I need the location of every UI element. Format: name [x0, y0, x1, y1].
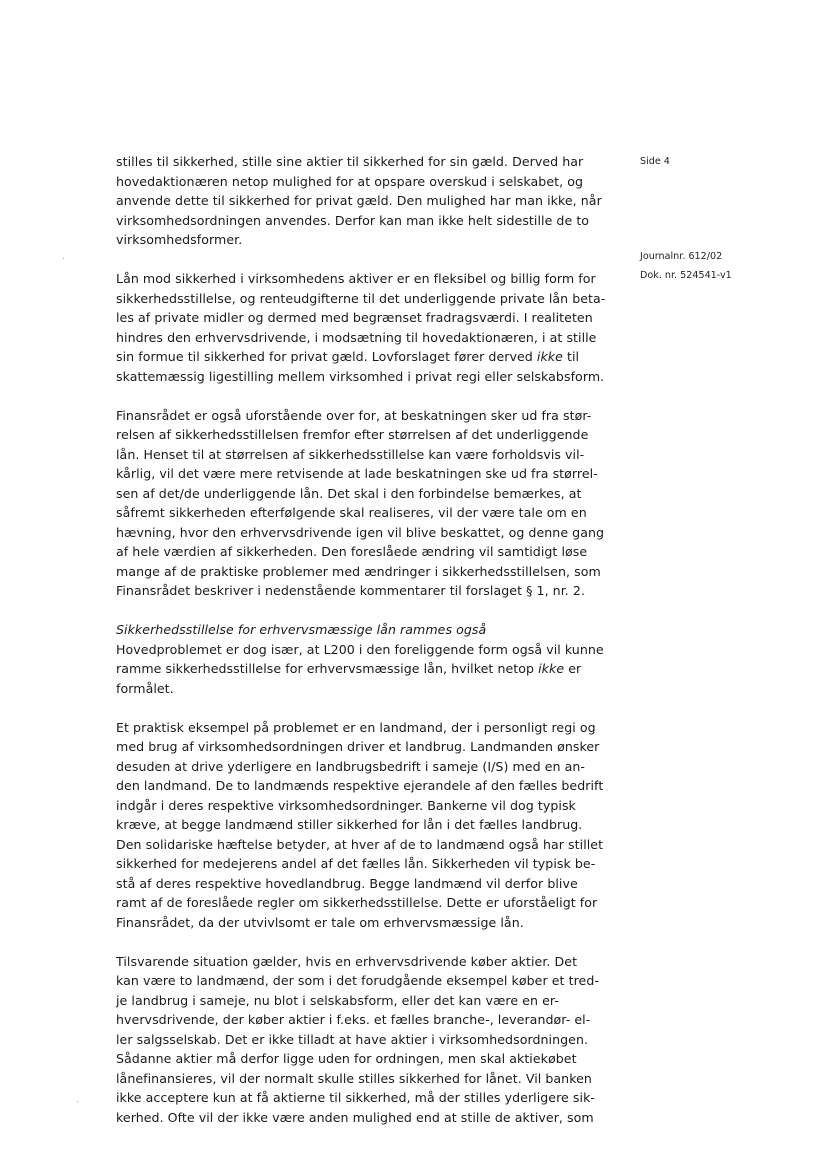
paragraph: [116, 269, 606, 386]
text-run: kårlig, vil det være mere retvisende at lade beskatningen ske ud fra størrel-: [116, 466, 598, 481]
text-line: [116, 1108, 602, 1128]
text-line: [116, 835, 602, 855]
text-run: til: [562, 349, 580, 364]
text-run: Hovedproblemet er dog især, at L200 i den foreliggende form også vil kunne: [116, 641, 604, 657]
text-run: hævning, hvor den erhvervsdrivende igen vil blive beskattet, og denne gang: [116, 524, 605, 540]
text-line: [116, 659, 602, 679]
text-run: Den solidariske hæftelse betyder, at hver af de to landmænd også har stillet: [116, 836, 604, 852]
text-run: sen af det/de underliggende lån. Det skal i den forbindelse bemærkes, at: [116, 485, 582, 501]
text-line: [116, 503, 602, 523]
text-line: [116, 230, 602, 250]
paragraph: [116, 718, 602, 933]
paragraph: [116, 620, 602, 698]
text-run: formålet.: [116, 680, 174, 696]
text-run: med brug af virksomhedsordningen driver et landbrug. Landmanden ønsker: [116, 739, 600, 754]
text-run: Lån mod sikkerhed i virksomhedens aktiver er en fleksibel og billig form for: [116, 271, 596, 286]
emphasis-text: Sikkerhedsstillelse for erhvervsmæssige lån rammes også: [116, 622, 487, 637]
text-line: [116, 1049, 602, 1069]
text-run: lånefinansieres, vil der normalt skulle stilles sikkerhed for lånet. Vil banken: [116, 1070, 592, 1086]
text-run: Sådanne aktier må derfor ligge uden for ordningen, men skal aktiekøbet: [116, 1051, 577, 1066]
text-line: [116, 620, 602, 640]
text-run: indgår i deres respektive virksomhedsordninger. Bankerne vil dog typisk: [116, 797, 576, 813]
text-line: [116, 757, 602, 777]
text-run: Tilsvarende situation gælder, hvis en erhvervsdrivende køber aktier. Det: [116, 953, 578, 969]
paragraph: [116, 952, 602, 1128]
text-line: [116, 445, 602, 465]
text-run: desuden at drive yderligere en landbrugsbedrift i sameje (I/S) med en an-: [116, 758, 585, 774]
text-run: hindres den erhvervsdrivende, i modsætning til hovedaktionæren, i at stille: [116, 329, 597, 345]
text-line: [116, 718, 602, 738]
text-run: lån. Henset til at størrelsen af sikkerhedsstillelse kan være forholdsvis vil-: [116, 446, 585, 462]
text-line: [116, 776, 602, 796]
document-reference: [640, 247, 732, 285]
text-line: [116, 796, 602, 816]
text-line: [116, 347, 602, 367]
text-run: Finansrådet er også uforstående over for, at beskatningen sker ud fra stør-: [116, 407, 592, 423]
text-run: stilles til sikkerhed, stille sine aktier til sikkerhed for sin gæld. Derved har: [116, 154, 584, 169]
emphasis-text: ikke: [538, 661, 565, 676]
text-line: [116, 308, 602, 328]
scan-speck: [77, 1101, 78, 1102]
text-run: kan være to landmænd, der som i det forudgående eksempel køber et tred-: [116, 973, 599, 988]
emphasis-text: ikke: [536, 349, 563, 364]
text-line: [116, 893, 602, 913]
text-run: mange af de praktiske problemer med ændringer i sikkerhedsstillelsen, som: [116, 563, 601, 579]
text-line: [116, 1088, 602, 1108]
text-line: [116, 152, 602, 172]
text-run: ikke acceptere kun at få aktierne til sikkerhed, må der stilles yderligere sik-: [116, 1090, 596, 1105]
text-run: hvervsdrivende, der køber aktier i f.eks. et fælles branche-, leverandør- el-: [116, 1012, 591, 1027]
text-line: [116, 854, 602, 874]
paragraph: [116, 406, 605, 601]
text-run: virksomhedsordningen anvendes. Derfor kan man ikke helt sidestille de to: [116, 212, 590, 228]
text-line: [116, 1069, 602, 1089]
text-run: er: [564, 661, 582, 676]
paragraph: [116, 152, 602, 250]
text-run: den landmand. De to landmænds respektive ejerandele af den fælles bedrift: [116, 778, 604, 793]
page-number: Side 4: [640, 156, 670, 167]
text-run: stå af deres respektive hovedlandbrug. Begge landmænd vil derfor blive: [116, 875, 578, 891]
text-run: hovedaktionæren netop mulighed for at opspare overskud i selskabet, og: [116, 173, 584, 189]
text-line: [116, 815, 602, 835]
text-run: kerhed. Ofte vil der ikke være anden mulighed end at stille de aktiver, som: [116, 1109, 594, 1125]
text-line: [116, 191, 602, 211]
text-run: sikkerhedsstillelse, og renteudgifterne til det underliggende private lån beta-: [116, 290, 606, 306]
text-line: [116, 542, 602, 562]
text-run: ramme sikkerhedsstillelse for erhvervsmæssige lån, hvilket netop: [116, 661, 539, 676]
text-line: [116, 952, 602, 972]
text-run: Finansrådet, da der utvivlsomt er tale om erhvervsmæssige lån.: [116, 914, 524, 930]
text-run: Finansrådet beskriver i nedenstående kommentarer til forslaget § 1, nr. 2.: [116, 583, 586, 598]
text-line: [116, 971, 602, 991]
text-run: sin formue til sikkerhed for privat gæld. Lovforslaget fører derved: [116, 349, 537, 364]
text-line: [116, 328, 602, 348]
text-run: sikkerhed for medejerens andel af det fælles lån. Sikkerheden vil typisk be-: [116, 856, 596, 871]
text-run: kræve, at begge landmænd stiller sikkerhed for lån i det fælles landbrug.: [116, 817, 583, 832]
letter-body: [116, 152, 606, 1147]
text-run: anvende dette til sikkerhed for privat gæld. Den mulighed har man ikke, når: [116, 193, 602, 208]
text-run: virksomhedsformer.: [116, 232, 243, 247]
text-run: skattemæssig ligestilling mellem virksomhed i privat regi eller selskabsform.: [116, 368, 605, 384]
text-line: [116, 289, 606, 309]
document-number: Dok. nr. 524541-v1: [640, 270, 732, 281]
text-line: [116, 562, 602, 582]
journal-number: Journalnr. 612/02: [640, 251, 723, 262]
scan-speck: [63, 258, 64, 259]
text-line: [116, 679, 602, 699]
text-run: ler salgsselskab. Det er ikke tilladt at have aktier i virksomhedsordningen.: [116, 1031, 589, 1047]
text-line: [116, 581, 602, 601]
text-run: relsen af sikkerhedsstillelsen fremfor efter størrelsen af det underliggende: [116, 427, 589, 442]
text-line: [116, 737, 602, 757]
text-line: [116, 991, 602, 1011]
text-run: ramt af de foreslåede regler om sikkerhedsstillelse. Dette er uforståeligt for: [116, 895, 598, 910]
text-line: [116, 523, 605, 543]
text-line: [116, 484, 602, 504]
text-line: [116, 874, 602, 894]
text-run: je landbrug i sameje, nu blot i selskabsform, eller det kan være en er-: [116, 992, 559, 1008]
text-line: [116, 406, 602, 426]
text-run: af hele værdien af sikkerheden. Den foreslåede ændring vil samtidigt løse: [116, 544, 588, 559]
text-line: [116, 367, 605, 387]
text-line: [116, 1030, 602, 1050]
text-line: [116, 172, 602, 192]
text-line: [116, 269, 602, 289]
text-line: [116, 640, 602, 660]
text-run: såfremt sikkerheden efterfølgende skal realiseres, vil der være tale om en: [116, 505, 587, 520]
text-line: [116, 425, 602, 445]
text-run: Et praktisk eksempel på problemet er en landmand, der i personligt regi og: [116, 719, 596, 735]
text-line: [116, 913, 602, 933]
text-line: [116, 211, 602, 231]
text-line: [116, 464, 602, 484]
text-run: les af private midler og dermed med begrænset fradragsværdi. I realiteten: [116, 310, 593, 325]
text-line: [116, 1010, 602, 1030]
